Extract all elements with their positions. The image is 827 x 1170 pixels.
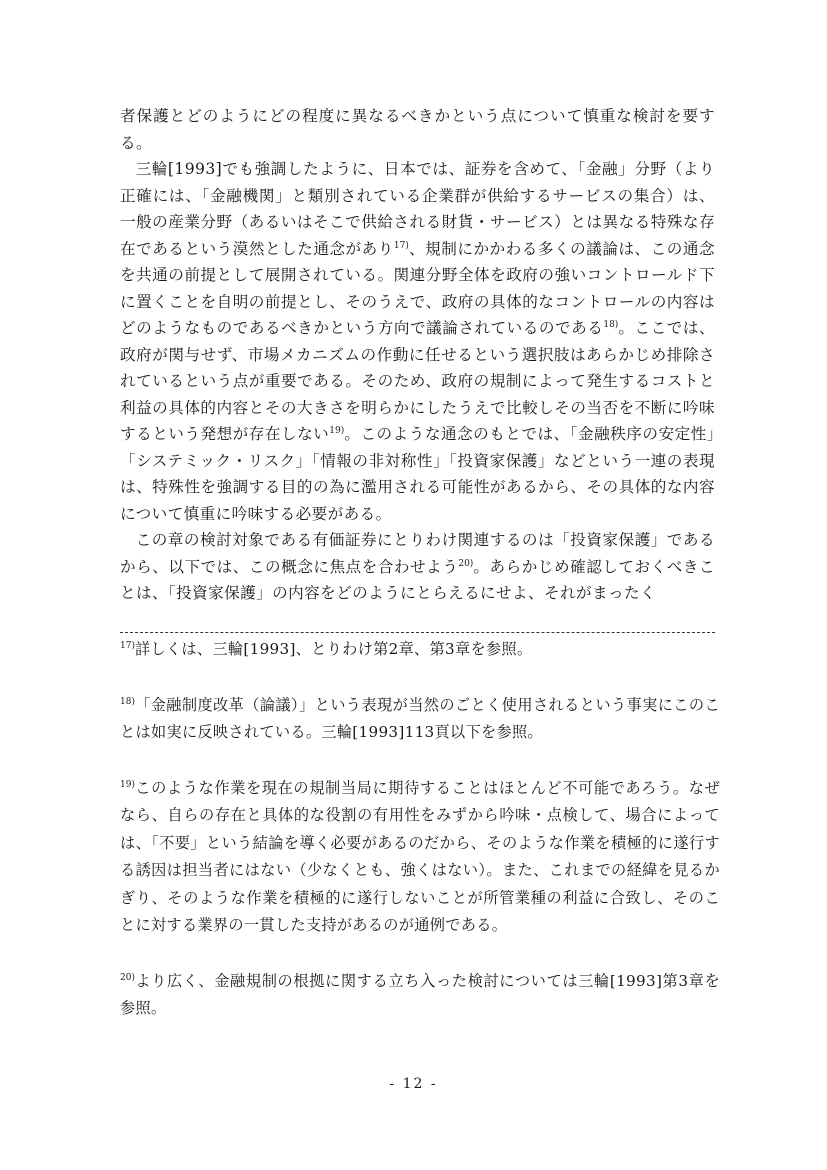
footnotes: [120, 636, 720, 1051]
body-text: [120, 103, 715, 607]
footnote-18: [120, 692, 720, 747]
footnote-separator: [120, 632, 715, 633]
footnote-20: [120, 968, 720, 1023]
footnote-text: このような作業を現在の規制当局に期待することはほとんど不可能であろう。なぜなら、自らの存在と具体的な役割の有用性をみずから吟味・点検して、場合によっては、「不要」という結論を導く必要があるのだから、そのような作業を積極的に遂行する誘因は担当者にはない（少なくとも、強くはない）。また、これまでの経緯を見るかぎり、そのような作業を積極的に遂行しないことが所管業種の利益に合致し、そのことに対する業界の一貫した支持があるのが通例である。: [120, 778, 720, 934]
footnote-text: より広く、金融規制の根拠に関する立ち入った検討については三輪[1993]第3章を参照。: [120, 971, 720, 1017]
paragraph-continued: [120, 103, 715, 156]
footnote-mark: 19): [120, 779, 135, 790]
paragraph-investor-protection: [120, 527, 715, 607]
page-number: - 12 -: [389, 1076, 438, 1092]
footnote-ref-18: 18): [603, 319, 619, 330]
footnote-ref-17: 17): [393, 240, 409, 251]
footnote-text: 「金融制度改革（論議）」という表現が当然のごとく使用されるという事実にこのことは如実に反映されている。三輪[1993]113頁以下を参照。: [120, 695, 720, 741]
footnote-17: [120, 636, 720, 664]
footnote-19: [120, 775, 720, 940]
paragraph-text: 三輪[1993]でも強調したように、日本では、証券を含めて、「金融」分野（より正確には、「金融機関」と類別されている企業群が供給するサービスの集合）は、一般の産業分野（あるいはそこで供給される財貨・サービス）とは異なる特殊な存在であるという漠然とした通念があり: [120, 160, 715, 258]
footnote-mark: 17): [120, 640, 135, 651]
footnote-mark: 20): [120, 972, 135, 983]
paragraph-text: 者保護とどのようにどの程度に異なるべきかという点について慎重な検討を要する。: [120, 107, 715, 152]
paragraph-text: 、規制にかかわる多くの議論は、この通念を共通の前提として展開されている。関連分野全体を政府の強いコントロールド下に置くことを自明の前提とし、そのうえで、政府の具体的なコントロールの内容はどのようなものであるべきかという方向で議論されているのである: [120, 239, 715, 337]
paragraph-text: 。あらかじめ確認しておくべきことは、「投資家保護」の内容をどのようにとらえるにせよ、それがまったく: [120, 557, 715, 602]
footnote-mark: 18): [120, 696, 135, 707]
paragraph-financial-sector: [120, 156, 715, 527]
paragraph-text: 。このような通念のもとでは、「金融秩序の安定性」「システミック・リスク」「情報の非対称性」「投資家保護」などという一連の表現は、特殊性を強調する目的の為に濫用される可能性があるから、その具体的な内容について慎重に吟味する必要がある。: [120, 425, 715, 523]
footnote-text: 詳しくは、三輪[1993]、とりわけ第2章、第3章を参照。: [134, 640, 533, 658]
paragraph-text: 。ここでは、政府が関与せず、市場メカニズムの作動に任せるという選択肢はあらかじめ排除されているという点が重要である。そのため、政府の規制によって発生するコストと利益の具体的内容とその大きさを明らかにしたうえで比較しその当否を不断に吟味するという発想が存在しない: [120, 319, 715, 443]
footnote-ref-20: 20): [458, 558, 474, 569]
footnote-ref-19: 19): [329, 425, 345, 436]
paragraph-text: この章の検討対象である有価証券にとりわけ関連するのは「投資家保護」であるから、以下では、この概念に焦点を合わせよう: [120, 531, 715, 576]
